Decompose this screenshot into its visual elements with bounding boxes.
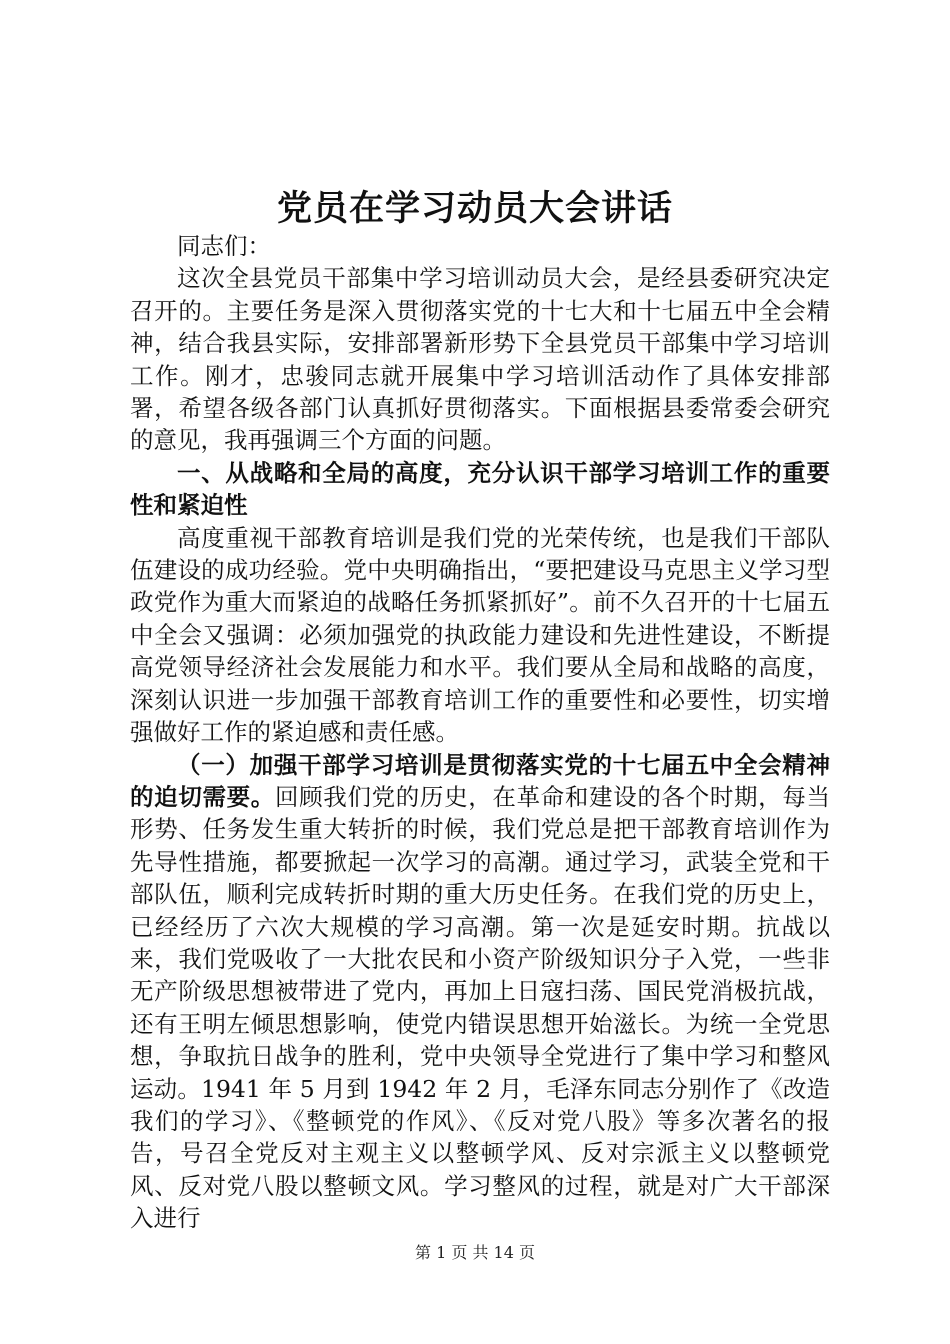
- paragraph-subsection-1: [130, 749, 830, 1235]
- subsection-1-text: 回顾我们党的历史，在革命和建设的各个时期，每当形势、任务发生重大转折的时候，我们党总是把干部教育培训作为先导性措施，都要掀起一次学习的高潮。通过学习，武装全党和干部队伍，顺利完成转折时期的重大历史任务。在我们党的历史上，已经经历了六次大规模的学习高潮。第一次是延安时期。抗战以来，我们党吸收了一大批农民和小资产阶级知识分子入党，一些非无产阶级思想被带进了党内，再加上日寇扫荡、国民党消极抗战，还有王明左倾思想影响，使党内错误思想开始滋长。为统一全党思想，争取抗日战争的胜利，党中央领导全党进行了集中学习和整风运动。1941 年 5 月到 1942 年 2 月，毛泽东同志分别作了《改造我们的学习》、《整顿党的作风》、《反对党八股》等多次著名的报告，号召全党反对主观主义以整顿学风、反对宗派主义以整顿党风、反对党八股以整顿文风。学习整风的过程，就是对广大干部深入进行: [130, 782, 831, 1233]
- paragraph-section-1: 高度重视干部教育培训是我们党的光荣传统，也是我们干部队伍建设的成功经验。党中央明确指出，“要把建设马克思主义学习型政党作为重大而紧迫的战略任务抓紧抓好”。前不久召开的十七届五中全会又强调：必须加强党的执政能力建设和先进性建设，不断提高党领导经济社会发展能力和水平。我们要从全局和战略的高度，深刻认识进一步加强干部教育培训工作的重要性和必要性，切实增强做好工作的紧迫感和责任感。: [130, 523, 830, 747]
- salutation: 同志们：: [177, 232, 271, 260]
- document-body: [130, 230, 830, 1235]
- document-title: 党员在学习动员大会讲话: [276, 188, 673, 229]
- section-heading-1: 一、从战略和全局的高度，充分认识干部学习培训工作的重要性和紧迫性: [130, 458, 830, 520]
- paragraph-intro: 这次全县党员干部集中学习培训动员大会，是经县委研究决定召开的。主要任务是深入贯彻落实党的十七大和十七届五中全会精神，结合我县实际，安排部署新形势下全县党员干部集中学习培训工作。刚才，忠骏同志就开展集中学习培训活动作了具体安排部署，希望各级各部门认真抓好贯彻落实。下面根据县委常委会研究的意见，我再强调三个方面的问题。: [130, 264, 830, 455]
- page-number-footer: 第 1 页 共 14 页: [415, 1243, 535, 1262]
- subsection-heading-1: （一）加强干部学习培训是贯彻落实党的十七届五中全会精神的迫切需要。: [130, 750, 830, 811]
